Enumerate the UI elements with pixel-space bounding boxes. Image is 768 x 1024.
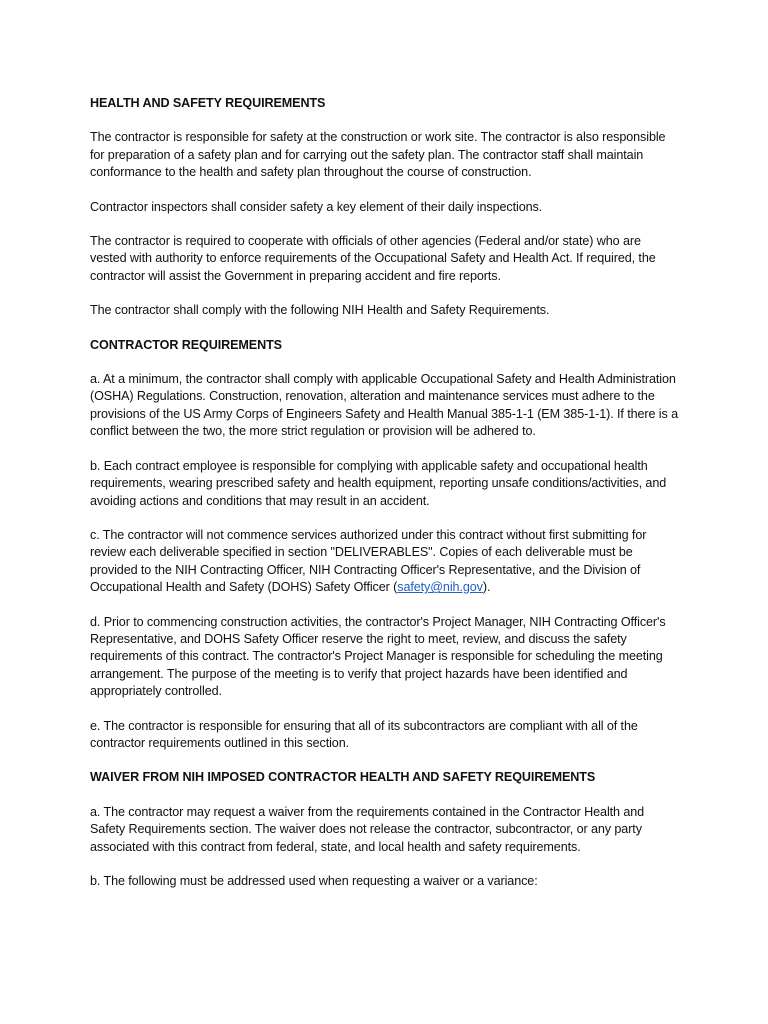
waiver-item-a: a. The contractor may request a waiver from the requirements contained in the Contractor Health and Safety Requirements section. The waiver does not release the contractor, subcontractor, or any party associated with this contract from federal, state, and local health and safety requirements. — [90, 804, 645, 854]
waiver-item-b: b. The following must be addressed used when requesting a waiver or a variance: — [90, 874, 538, 888]
paragraph-inspectors: Contractor inspectors shall consider safety a key element of their daily inspections. — [90, 199, 543, 214]
paragraph-contractor-responsibility: The contractor is responsible for safety at the construction or work site. The contractor is also responsible for preparation of a safety plan and for carrying out the safety plan. The contractor staff shall maintain conformance to the health and safety plan throughout the course of construction. — [90, 130, 666, 180]
requirement-item-c — [90, 527, 680, 597]
requirement-item-c-end: ). — [482, 580, 491, 595]
requirement-item-c-text: c. The contractor will not commence services authorized under this contract without first submitting for review each deliverable specified in section "DELIVERABLES". Copies of each deliverable must be provided to the NIH Contracting Officer, NIH Contracting Officer's Representative, and the Division of Occupational Health and Safety (DOHS) Safety Officer ( — [90, 527, 647, 595]
requirement-item-e: e. The contractor is responsible for ensuring that all of its subcontractors are compliant with all of the contractor requirements outlined in this section. — [90, 718, 638, 750]
requirement-item-d: d. Prior to commencing construction activities, the contractor's Project Manager, NIH Contracting Officer's Representative, and DOHS Safety Officer reserve the right to meet, review, and discuss the safety requirements of this contract. The contractor's Project Manager is responsible for scheduling the meeting arrangement. The purpose of the meeting is to verify that project hazards have been identified and appropriately controlled. — [90, 614, 666, 699]
safety-email-link[interactable]: safety@nih.gov — [397, 580, 483, 595]
requirement-item-b: b. Each contract employee is responsible for complying with applicable safety and occupational health requirements, wearing prescribed safety and health equipment, reporting unsafe conditions/activities, and avoiding actions and conditions that may result in an accident. — [90, 458, 667, 508]
requirement-item-a: a. At a minimum, the contractor shall comply with applicable Occupational Safety and Health Administration (OSHA) Regulations. Construction, renovation, alteration and maintenance services must adhere to the provisions of the US Army Corps of Engineers Safety and Health Manual 385-1-1 (EM 385-1-1). If there is a conflict between the two, the more strict regulation or provision will be adhered to. — [90, 372, 678, 439]
section-heading-health-safety: HEALTH AND SAFETY REQUIREMENTS — [90, 96, 326, 110]
section-heading-waiver: WAIVER FROM NIH IMPOSED CONTRACTOR HEALTH AND SAFETY REQUIREMENTS — [90, 770, 596, 785]
paragraph-comply-nih: The contractor shall comply with the following NIH Health and Safety Requirements. — [90, 303, 550, 318]
section-heading-contractor-requirements: CONTRACTOR REQUIREMENTS — [90, 337, 282, 352]
paragraph-cooperate-agencies: The contractor is required to cooperate with officials of other agencies (Federal and/or state) who are vested with authority to enforce requirements of the Occupational Safety and Health Act. If required, the contractor will assist the Government in preparing accident and fire reports. — [90, 234, 656, 283]
